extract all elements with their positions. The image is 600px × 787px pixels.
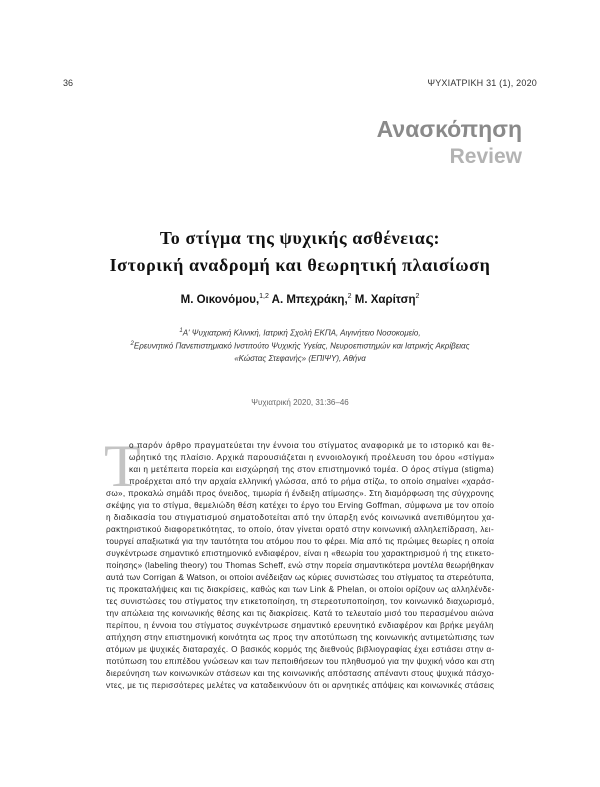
affiliation-1 [0, 328, 600, 338]
abstract-line: ρακτηριστικού διαφορετικότητας, το οποίο, όταν γίνεται ορατό στην κοινωνική αλληλεπίδραση, λει- [106, 525, 495, 534]
author-3-affiliation-mark: 2 [415, 293, 420, 300]
abstract-line: η διαδικασία του στιγματισμού σηματοδοτείται από την ύπαρξη ενός κοινωνικά ανεπιθύμητου χα- [106, 513, 495, 522]
section-label-english: Review [449, 145, 522, 168]
author-2-name: Α. Μπεχράκη, [268, 293, 348, 306]
abstract-line: ο παρόν άρθρο πραγματεύεται την έννοια του στίγματος αναφορικά με το ιστορικό και θε- [129, 441, 495, 450]
running-header: ΨΥΧΙΑΤΡΙΚΗ 31 (1), 2020 [427, 78, 537, 88]
author-1-name: Μ. Οικονόμου, [180, 293, 260, 306]
affiliation-2-text: Ερευνητικό Πανεπιστημιακό Ινστιτούτο Ψυχικής Υγείας, Νευροεπιστημών και Ιατρικής Ακρίβειας [133, 341, 470, 351]
abstract-line: απήχηση στην επιστημονική κοινότητα ως προς την αποτύπωση της κοινωνικής αντιμετώπισης των [106, 633, 495, 642]
affiliation-2 [0, 341, 600, 351]
abstract-line: ντες, με τις περισσότερες μελέτες να καταδεικνύουν ότι οι αρνητικές απόψεις και κοινωνικές στάσεις [106, 681, 495, 690]
abstract-line: συγκέντρωσε σημαντικό επιστημονικό ενδιαφέρον, είναι η «θεωρία του χαρακτηρισμού ή της ετικετο- [106, 549, 495, 558]
abstract-line: την απώλεια της κοινωνικής θέσης και τις διακρίσεις. Κατά το τελευταίο μισό του περασμένου αιώνα [106, 609, 494, 618]
abstract-line: ατόμων με ψυχικές διαταραχές. Ο βασικός κορμός της διεθνούς βιβλιογραφίας έχει εστιάσει στην α- [106, 645, 495, 654]
article-title-line-2: Ιστορική αναδρομή και θεωρητική πλαισίωση [109, 255, 491, 275]
drop-cap: Τ [104, 433, 141, 499]
abstract-line: ποίησης» (labeling theory) του Thomas Scheff, ενώ στην πορεία σημαντικότερα μοντέλα θεωρήθηκαν [106, 561, 494, 570]
section-label-greek: Ανασκόπηση [376, 116, 522, 142]
abstract-line: τις προκαταλήψεις και τις διακρίσεις, καθώς και των Link & Phelan, οι οποίοι ορίζουν ως αλληλένδε- [106, 585, 495, 594]
abstract-line: αυτά των Corrigan & Watson, οι οποίοι ανέδειξαν ως κύριες συνιστώσες του στίγματος τα στερεότυπα, [106, 573, 495, 582]
affiliation-1-mark: 1 [179, 328, 183, 334]
abstract-line: και η μετέπειτα πορεία και εισχώρησή της στον επιστημονικό τομέα. Ο όρος στίγμα (stigma) [129, 465, 495, 474]
abstract-line: ποτύπωση του επιπέδου γνώσεων και των πεποιθήσεων του πληθυσμού για την ψυχική νόσο και στη [106, 657, 495, 666]
author-3-name: Μ. Χαρίτση [351, 293, 416, 306]
abstract-line: διερεύνηση των κοινωνικών στάσεων και της κοινωνικής απόστασης απέναντι στους ψυχικά πάσχο- [106, 669, 495, 678]
abstract-line: σκέψης για το στίγμα, θεμελιώδη θέση κατέχει το έργο του Erving Goffman, σύμφωνα με τον οποίο [106, 501, 495, 510]
affiliation-2-mark: 2 [130, 341, 134, 347]
authors [0, 293, 600, 306]
abstract-line: προέρχεται από την αρχαία ελληνική γλώσσα, από το ρήμα στίζω, το οποίο σημαίνει «χαράσ- [129, 477, 495, 486]
abstract-line: τες συνιστώσες του στίγματος την ετικετοποίηση, τη στερεοτυποποίηση, τον κοινωνικό διαχωρισμό, [106, 597, 495, 606]
page-number: 36 [63, 78, 74, 88]
abstract-line: ωρητικό της πλαίσιο. Αρχικά παρουσιάζεται η εννοιολογική προέλευση του όρου «στίγμα» [129, 453, 495, 462]
citation: Ψυχιατρική 2020, 31:36–46 [251, 398, 349, 407]
abstract-line: τουργεί απαξιωτικά για την ταυτότητα του ατόμου που το φέρει. Μία από τις πρώιμες θεωρίες η οποία [106, 537, 495, 546]
affiliation-1-text: Α' Ψυχιατρική Κλινική, Ιατρική Σχολή ΕΚΠΑ, Αιγινήτειο Νοσοκομείο, [182, 328, 421, 338]
abstract-line: περίπου, η έννοια του στίγματος συγκέντρωσε σημαντικό ερευνητικό ενδιαφέρον και βρήκε μεγάλη [106, 621, 494, 630]
author-1-affiliation-mark: 1,2 [259, 293, 269, 300]
affiliation-2-continued: «Κώστας Στεφανής» (ΕΠΙΨΥ), Αθήνα [234, 354, 366, 363]
abstract-line: σω», προκαλώ σημάδι προς όνειδος, τιμωρία ή ένδειξη ατίμωσης». Στη διαμόρφωση της σύγχρονης [106, 489, 494, 498]
author-2-affiliation-mark: 2 [347, 293, 352, 300]
article-title-line-1: Το στίγμα της ψυχικής ασθένειας: [159, 228, 441, 248]
